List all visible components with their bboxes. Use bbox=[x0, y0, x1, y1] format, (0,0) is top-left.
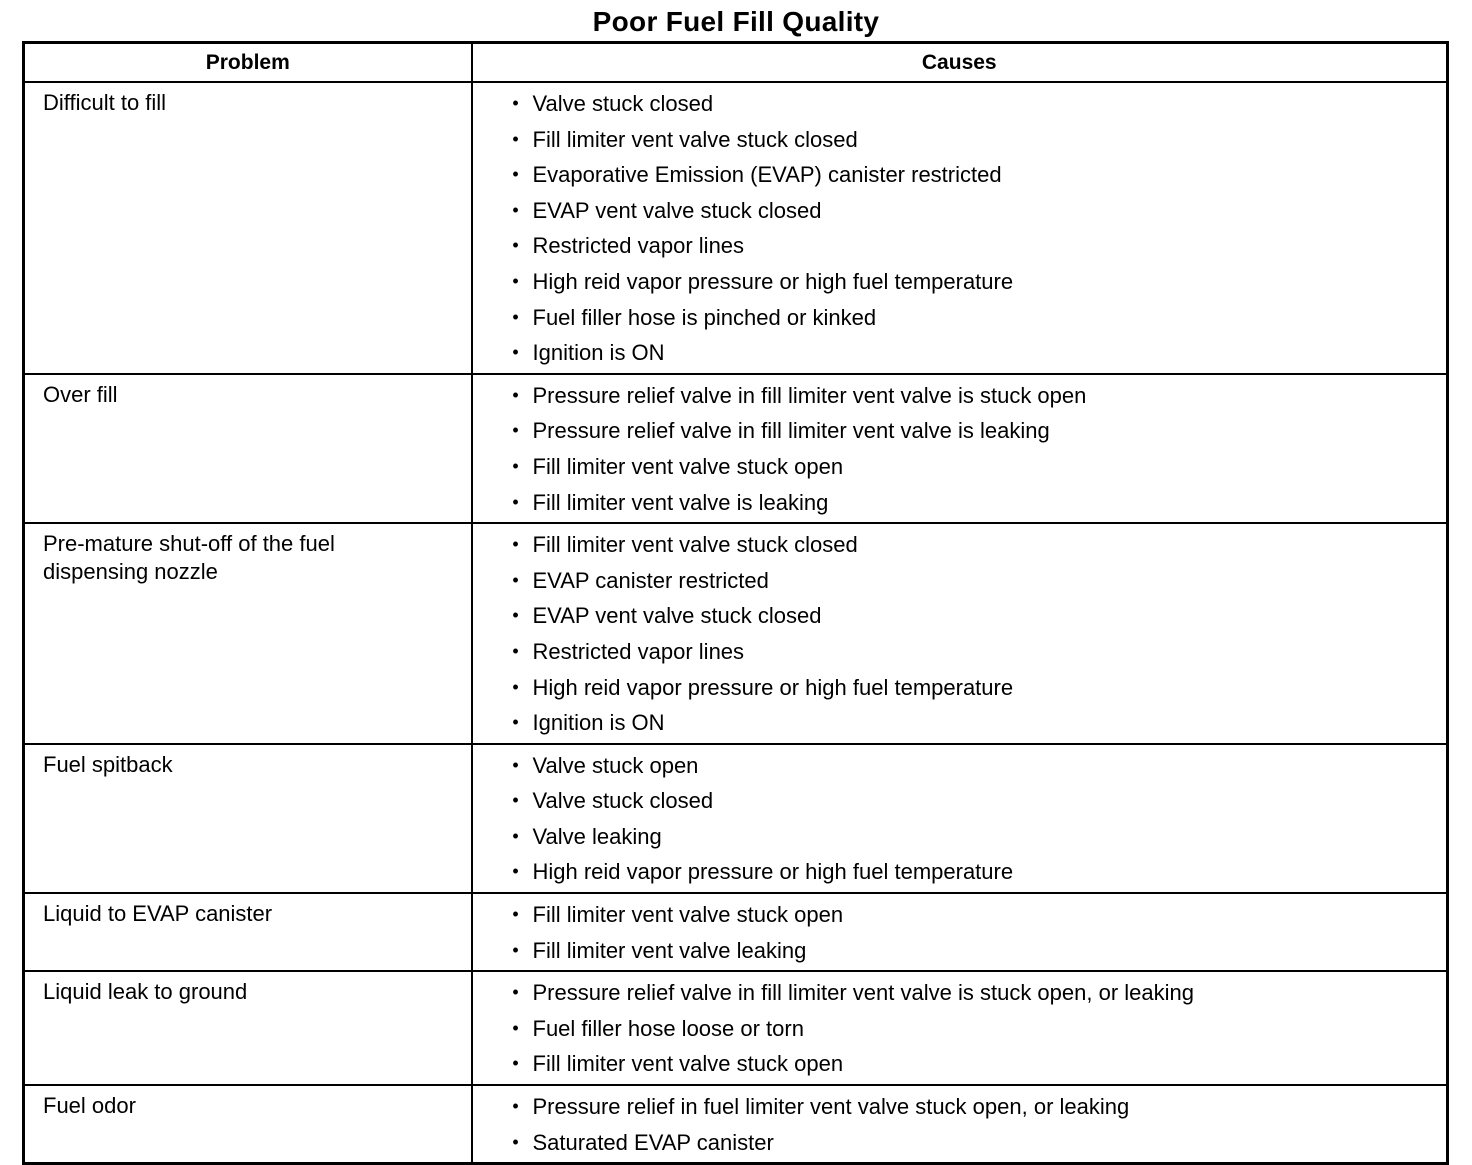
cause-text: Pressure relief in fuel limiter vent valve stuck open, or leaking bbox=[532, 1094, 1130, 1120]
problem-cell bbox=[24, 893, 472, 971]
problem-text: Liquid to EVAP canister bbox=[43, 901, 273, 927]
causes-cell bbox=[472, 1085, 1448, 1164]
problem-cell bbox=[24, 523, 472, 744]
causes-cell bbox=[472, 971, 1448, 1085]
bullet-icon: • bbox=[512, 605, 519, 626]
cause-list bbox=[473, 86, 1447, 371]
bullet-icon: • bbox=[512, 270, 519, 291]
bullet-icon: • bbox=[512, 534, 519, 555]
cause-item bbox=[509, 228, 1447, 264]
problem-text: Liquid leak to ground bbox=[43, 979, 248, 1005]
problem-cell bbox=[24, 374, 472, 523]
cause-text: Fuel filler hose is pinched or kinked bbox=[532, 304, 877, 330]
bullet-icon: • bbox=[512, 306, 519, 327]
cause-item bbox=[509, 485, 1447, 521]
cause-item bbox=[509, 449, 1447, 485]
cause-item bbox=[509, 748, 1447, 784]
cause-text: Valve stuck open bbox=[532, 752, 699, 778]
cause-item bbox=[509, 527, 1447, 563]
cause-item bbox=[509, 335, 1447, 371]
cause-text: Fill limiter vent valve stuck closed bbox=[532, 532, 858, 558]
bullet-icon: • bbox=[512, 1096, 519, 1117]
cause-text: EVAP canister restricted bbox=[532, 567, 769, 593]
table-row bbox=[24, 374, 1448, 523]
cause-text: Fill limiter vent valve stuck open bbox=[532, 902, 844, 928]
cause-item bbox=[509, 705, 1447, 741]
bullet-icon: • bbox=[512, 199, 519, 220]
bullet-icon: • bbox=[512, 676, 519, 697]
bullet-icon: • bbox=[512, 420, 519, 441]
cause-item bbox=[509, 897, 1447, 933]
bullet-icon: • bbox=[512, 342, 519, 363]
cause-item bbox=[509, 193, 1447, 229]
bullet-icon: • bbox=[512, 235, 519, 256]
problem-cell bbox=[24, 82, 472, 374]
cause-text: Evaporative Emission (EVAP) canister restricted bbox=[532, 162, 1002, 188]
bullet-icon: • bbox=[512, 1017, 519, 1038]
page-title: Poor Fuel Fill Quality bbox=[592, 6, 880, 37]
cause-item bbox=[509, 122, 1447, 158]
cause-text: High reid vapor pressure or high fuel temperature bbox=[532, 268, 1014, 294]
cause-item bbox=[509, 1011, 1447, 1047]
cause-list bbox=[473, 378, 1447, 520]
causes-cell bbox=[472, 523, 1448, 744]
bullet-icon: • bbox=[512, 640, 519, 661]
table-body bbox=[24, 82, 1448, 1164]
problem-column-header: Problem bbox=[24, 43, 472, 83]
cause-text: Fill limiter vent valve stuck open bbox=[532, 1051, 844, 1077]
cause-text: Fill limiter vent valve leaking bbox=[532, 937, 807, 963]
causes-cell bbox=[472, 744, 1448, 893]
table-row bbox=[24, 744, 1448, 893]
cause-text: Ignition is ON bbox=[532, 710, 665, 736]
table-row bbox=[24, 1085, 1448, 1164]
cause-item bbox=[509, 1046, 1447, 1082]
cause-text: Restricted vapor lines bbox=[532, 233, 745, 259]
causes-column-header: Causes bbox=[472, 43, 1448, 83]
fuel-fill-table bbox=[22, 41, 1449, 1165]
cause-list bbox=[473, 897, 1447, 968]
cause-text: Saturated EVAP canister bbox=[532, 1129, 774, 1155]
bullet-icon: • bbox=[512, 1131, 519, 1152]
problem-cell bbox=[24, 1085, 472, 1164]
bullet-icon: • bbox=[512, 93, 519, 113]
table-row bbox=[24, 971, 1448, 1085]
cause-list bbox=[473, 975, 1447, 1082]
cause-text: Fill limiter vent valve stuck open bbox=[532, 453, 844, 479]
cause-list bbox=[473, 748, 1447, 890]
problem-text: Pre-mature shut-off of the fuel dispensing nozzle bbox=[43, 531, 335, 585]
table-header-row bbox=[24, 43, 1448, 83]
cause-item bbox=[509, 378, 1447, 414]
cause-item bbox=[509, 598, 1447, 634]
cause-item bbox=[509, 264, 1447, 300]
bullet-icon: • bbox=[512, 1053, 519, 1074]
problem-text: Over fill bbox=[43, 381, 118, 407]
cause-text: Valve stuck closed bbox=[532, 91, 714, 116]
cause-text: Pressure relief valve in fill limiter vent valve is leaking bbox=[532, 418, 1050, 444]
bullet-icon: • bbox=[512, 982, 519, 1003]
cause-item bbox=[509, 563, 1447, 599]
cause-item bbox=[509, 413, 1447, 449]
bullet-icon: • bbox=[512, 491, 519, 512]
cause-item bbox=[509, 300, 1447, 336]
cause-text: High reid vapor pressure or high fuel temperature bbox=[532, 674, 1014, 700]
cause-item bbox=[509, 1125, 1447, 1161]
cause-text: Ignition is ON bbox=[532, 340, 665, 366]
bullet-icon: • bbox=[512, 825, 519, 846]
bullet-icon: • bbox=[512, 754, 519, 775]
bullet-icon: • bbox=[512, 569, 519, 590]
cause-item bbox=[509, 783, 1447, 819]
cause-text: Pressure relief valve in fill limiter vent valve is stuck open bbox=[532, 382, 1087, 408]
cause-text: Fill limiter vent valve stuck closed bbox=[532, 126, 858, 152]
cause-list bbox=[473, 1089, 1447, 1160]
cause-item bbox=[509, 157, 1447, 193]
causes-cell bbox=[472, 893, 1448, 971]
bullet-icon: • bbox=[512, 712, 519, 733]
cause-item bbox=[509, 634, 1447, 670]
cause-text: Pressure relief valve in fill limiter vent valve is stuck open, or leaking bbox=[532, 980, 1194, 1006]
bullet-icon: • bbox=[512, 128, 519, 149]
bullet-icon: • bbox=[512, 861, 519, 882]
cause-item bbox=[509, 670, 1447, 706]
table-row bbox=[24, 523, 1448, 744]
cause-text: Valve leaking bbox=[532, 823, 662, 849]
bullet-icon: • bbox=[512, 384, 519, 405]
problem-text: Fuel odor bbox=[43, 1093, 136, 1119]
cause-text: EVAP vent valve stuck closed bbox=[532, 197, 822, 223]
problem-cell bbox=[24, 971, 472, 1085]
cause-item bbox=[509, 854, 1447, 890]
bullet-icon: • bbox=[512, 939, 519, 960]
cause-text: EVAP vent valve stuck closed bbox=[532, 603, 822, 629]
bullet-icon: • bbox=[512, 164, 519, 185]
cause-item bbox=[509, 86, 1447, 122]
cause-text: Valve stuck closed bbox=[532, 788, 714, 814]
bullet-icon: • bbox=[512, 904, 519, 925]
causes-cell bbox=[472, 374, 1448, 523]
cause-text: High reid vapor pressure or high fuel temperature bbox=[532, 859, 1014, 885]
cause-text: Fuel filler hose loose or torn bbox=[532, 1015, 804, 1041]
problem-text: Difficult to fill bbox=[43, 90, 167, 115]
bullet-icon: • bbox=[512, 455, 519, 476]
cause-text: Restricted vapor lines bbox=[532, 638, 745, 664]
table-row bbox=[24, 82, 1448, 374]
problem-cell bbox=[24, 744, 472, 893]
problem-text: Fuel spitback bbox=[43, 751, 173, 777]
causes-cell bbox=[472, 82, 1448, 374]
cause-item bbox=[509, 1089, 1447, 1125]
cause-text: Fill limiter vent valve is leaking bbox=[532, 489, 829, 515]
table-row bbox=[24, 893, 1448, 971]
cause-item bbox=[509, 819, 1447, 855]
cause-list bbox=[473, 527, 1447, 741]
cause-item bbox=[509, 933, 1447, 969]
bullet-icon: • bbox=[512, 790, 519, 811]
cause-item bbox=[509, 975, 1447, 1011]
